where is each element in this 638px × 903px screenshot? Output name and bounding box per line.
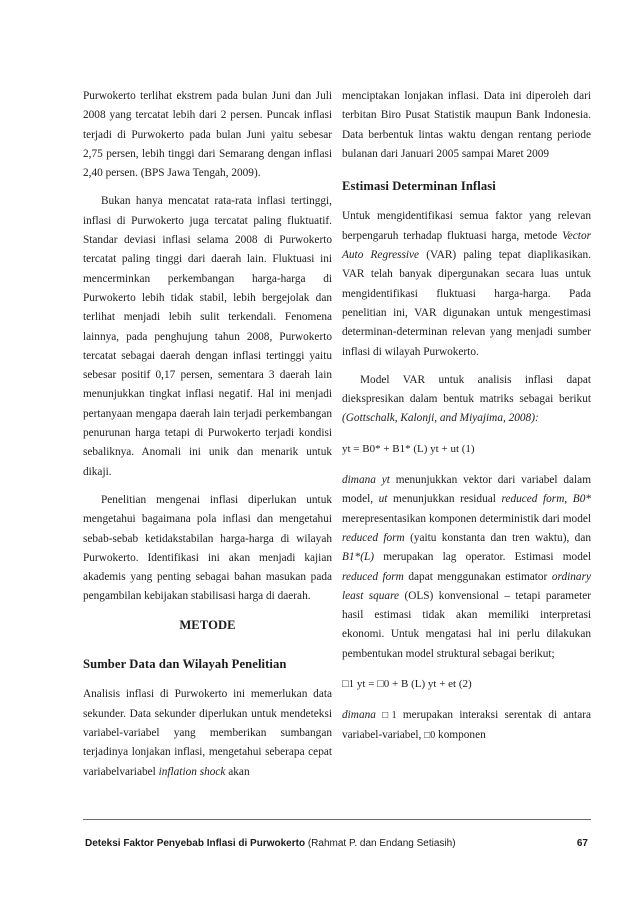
- missing-glyph-symbol: □1: [382, 710, 397, 722]
- italic-run: dimana: [342, 709, 383, 722]
- text-run: Analisis inflasi di Purwokerto ini memerlukan data sekunder. Data sekunder diperlukan untuk mendeteksi variabel-variabel yang memberikan sumbangan terjadinya lonjakan inflasi, mengetahui seberapa cepat variabelvariabel: [83, 688, 332, 778]
- text-run: (VAR) paling tepat diaplikasikan. VAR telah banyak dipergunakan secara luas untuk mengidentifikasi fluktuasi harga-harga. Pada penelitian ini, VAR digunakan untuk mengestimasi determinan-determinan relevan yang menjadi sumber inflasi di wilayah Purwokerto.: [342, 249, 591, 358]
- paragraph-dimana-yt: [342, 471, 591, 664]
- text-run: merupakan lag operator. Estimasi model: [374, 551, 591, 564]
- text-run: Model VAR untuk analisis inflasi dapat diekspresikan dalam bentuk matriks sebagai berikut: [342, 373, 591, 406]
- footer-divider: [83, 819, 591, 820]
- text-run: dapat menggunakan estimator: [403, 570, 552, 583]
- italic-run: B0*: [572, 493, 591, 506]
- italic-run: dimana: [342, 474, 382, 487]
- text-run: menunjukkan residual: [387, 493, 502, 506]
- right-column: [342, 87, 591, 745]
- footer-article-title: Deteksi Faktor Penyebab Inflasi di Purwokerto: [85, 838, 306, 849]
- heading-metode: METODE: [179, 617, 236, 632]
- paragraph-var-method: [342, 207, 591, 361]
- paragraph-var-model: [342, 371, 591, 429]
- page-footer: [85, 838, 588, 849]
- paragraph-dimana-interaksi: [342, 706, 591, 745]
- italic-run: reduced form: [342, 570, 404, 583]
- paragraph-fluktuatif: Bukan hanya mencatat rata-rata inflasi tertinggi, inflasi di Purwokerto juga tercatat paling fluktuatif. Standar deviasi inflasi selama 2008 di Purwokerto tercatat paling tinggi dari daerah lain. Fluktuasi ini mencerminkan perkembangan harga-harga di Purwokerto lebih tidak stabil, lebih bergejolak dan terlihat menjadi lebih sulit terkendali. Fenomena lainnya, pada penghujung tahun 2008, Purwokerto tercatat sebagai daerah dengan inflasi tertinggi yaitu sebesar positif 0,17 persen, sementara 3 daerah lain menunjukkan tingkat inflasi negatif. Hal ini menjadi pertanyaan mengapa daerah lain terjadi perkembangan penurunan harga tetapi di Purwokerto terjadi kondisi sebaliknya. Anomali ini unik dan menarik untuk dikaji.: [83, 195, 332, 478]
- italic-run: yt: [381, 474, 390, 487]
- text-run: merepresentasikan komponen deterministik dari model: [342, 512, 591, 525]
- italic-run: B1*(L): [342, 551, 375, 564]
- equation-2: □1 yt = □0 + B (L) yt + et (2): [342, 678, 472, 691]
- equation-1: yt = B0* + B1* (L) yt + ut (1): [342, 442, 475, 455]
- paragraph-analisis-inflasi: [83, 685, 332, 781]
- heading-sumber-data: Sumber Data dan Wilayah Penelitian: [83, 657, 287, 672]
- paragraph-purwokerto-ekstrem: Purwokerto terlihat ekstrem pada bulan Juni dan Juli 2008 yang tercatat lebih dari 2 persen. Puncak inflasi terjadi di Purwokerto pada bulan Juni yaitu sebesar 2,75 persen, lebih tinggi dari Semarang dengan inflasi 2,40 persen. (BPS Jawa Tengah, 2009).: [83, 90, 332, 180]
- italic-run: ordinary least square: [342, 570, 591, 602]
- heading-estimasi: Estimasi Determinan Inflasi: [342, 179, 496, 194]
- text-run: Untuk mengidentifikasi semua faktor yang relevan berpengaruh terhadap fluktuasi harga, metode: [342, 210, 591, 242]
- italic-term-var: Vector Auto Regressive: [342, 229, 591, 262]
- paragraph-penelitian: Penelitian mengenai inflasi diperlukan untuk mengetahui bagaimana pola inflasi dan mengetahui sebab-sebab ketidakstabilan harga-harga di wilayah Purwokerto. Identifikasi ini akan menjadi kajian akademis yang penting sebagai bahan masukan pada pengambilan kebijakan stabilisasi harga di daerah.: [83, 493, 332, 603]
- italic-run: reduced form: [342, 531, 405, 544]
- italic-citation: (Gottschalk, Kalonji, and Miyajima, 2008):: [342, 412, 539, 425]
- footer-authors: (Rahmat P. dan Endang Setiasih): [305, 838, 456, 849]
- text-run: akan: [225, 765, 250, 778]
- text-run: merupakan interaksi serentak di antara variabel-variabel,: [342, 709, 591, 741]
- italic-run: reduced form: [501, 493, 565, 506]
- italic-term-inflation-shock: inflation shock: [158, 765, 226, 778]
- text-run: ,: [564, 493, 573, 506]
- text-run: (yaitu konstanta dan tren waktu), dan: [404, 531, 591, 544]
- text-run: menunjukkan vektor dari variabel dalam model,: [342, 474, 591, 506]
- paragraph-data-source: menciptakan lonjakan inflasi. Data ini diperoleh dari terbitan Biro Pusat Statistik maupun Bank Indonesia. Data berbentuk lintas waktu dengan rentang periode bulanan dari Januari 2005 sampai Maret 2009: [342, 90, 591, 160]
- missing-glyph-symbol: □0: [424, 729, 436, 741]
- text-run: (OLS) konvensional – tetapi parameter hasil estimasi tidak akan memiliki interpretasi ekonomi. Untuk mengatasi hal ini perlu dilakukan pembentukan model struktural sebagai berikut;: [342, 589, 591, 660]
- left-column: [83, 87, 332, 782]
- text-run: komponen: [435, 728, 486, 741]
- page-number: 67: [576, 838, 588, 849]
- italic-run: ut: [378, 493, 388, 506]
